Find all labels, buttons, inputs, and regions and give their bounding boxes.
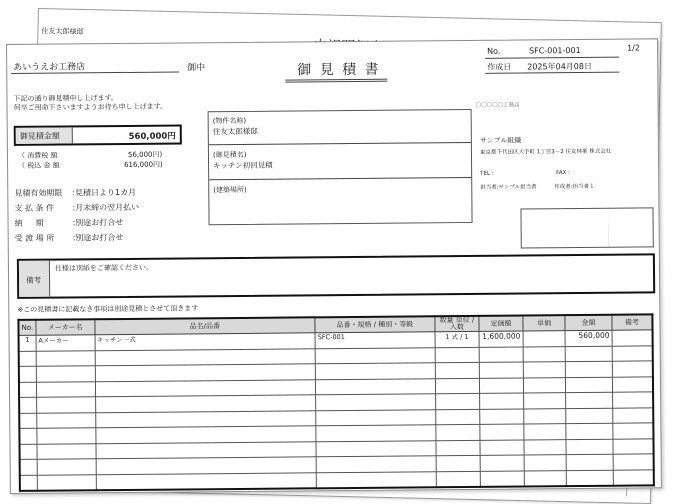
empty-cell bbox=[523, 346, 566, 362]
empty-cell bbox=[435, 378, 480, 394]
empty-cell bbox=[435, 347, 480, 363]
empty-cell bbox=[524, 408, 567, 424]
cell-no: 1 bbox=[19, 335, 36, 351]
empty-cell bbox=[566, 439, 613, 455]
empty-cell bbox=[524, 455, 567, 471]
empty-cell bbox=[19, 413, 36, 429]
empty-cell bbox=[523, 362, 566, 378]
empty-cell bbox=[36, 397, 95, 413]
cell-qty: 1 式 / 1 bbox=[435, 331, 480, 347]
title-underline-2 bbox=[285, 81, 387, 83]
company-address: 東京都千代田区大手町 1丁目3－2 住友林業 株式会社 bbox=[479, 148, 612, 156]
remarks-box bbox=[17, 253, 655, 299]
condition-label-place: 受 渡 場 所 bbox=[14, 233, 55, 243]
intro-line-1: 下記の通り御見積申し上げます。 bbox=[13, 94, 118, 103]
page-number: 1/2 bbox=[627, 43, 640, 53]
stamp-box-2 bbox=[564, 208, 609, 248]
empty-cell bbox=[613, 454, 654, 470]
empty-cell bbox=[566, 454, 613, 470]
empty-cell bbox=[613, 423, 654, 439]
empty-cell bbox=[37, 443, 96, 459]
stamp-box-1 bbox=[520, 208, 566, 248]
header-list-price: 定価額 bbox=[479, 316, 523, 332]
empty-cell bbox=[480, 439, 524, 455]
amount-box bbox=[14, 124, 182, 145]
tel-label: TEL : bbox=[480, 170, 494, 177]
condition-label-delivery: 納 期 bbox=[14, 218, 44, 228]
empty-cell bbox=[19, 366, 36, 382]
document-title: 御 見 積 書 bbox=[297, 61, 381, 79]
empty-cell bbox=[20, 475, 37, 491]
empty-cell bbox=[19, 428, 36, 444]
empty-cell bbox=[37, 474, 96, 491]
header-note: 備考 bbox=[612, 314, 653, 330]
condition-value-delivery: :別途お打合せ bbox=[72, 217, 124, 228]
empty-cell bbox=[566, 423, 613, 439]
empty-cell bbox=[567, 470, 614, 486]
empty-cell bbox=[36, 381, 95, 397]
empty-cell bbox=[19, 382, 36, 398]
total-label: （ 税込 金 額 bbox=[18, 161, 60, 170]
client-underline bbox=[11, 71, 179, 73]
empty-cell bbox=[480, 408, 524, 424]
condition-value-place: :別途お打合せ bbox=[72, 232, 124, 243]
empty-cell bbox=[566, 346, 613, 362]
empty-cell bbox=[480, 377, 524, 393]
remarks-value: 仕様は別紙をご確認ください。 bbox=[54, 263, 153, 273]
empty-cell bbox=[524, 470, 567, 486]
empty-cell bbox=[19, 397, 36, 413]
property-label: (物件名称) bbox=[212, 116, 247, 126]
empty-cell bbox=[316, 363, 436, 380]
empty-cell bbox=[612, 392, 653, 408]
notice-text: ※この見積書に記載なき事項は別途見積とさせて頂きます bbox=[17, 304, 199, 314]
condition-value-payment: :月末締の翌月払い bbox=[72, 202, 140, 213]
empty-cell bbox=[436, 440, 481, 456]
cell-amount: 560,000 bbox=[565, 330, 612, 346]
empty-cell bbox=[480, 393, 524, 409]
empty-cell bbox=[435, 409, 480, 425]
empty-cell bbox=[566, 361, 613, 377]
items-table bbox=[17, 313, 654, 492]
header-unit-price: 単価 bbox=[523, 315, 566, 331]
header-no: No. bbox=[18, 320, 35, 336]
empty-cell bbox=[613, 407, 654, 423]
empty-cell bbox=[37, 428, 96, 444]
header-amount: 金額 bbox=[565, 315, 612, 331]
header-qty: 数量 単位 / 入数 bbox=[435, 316, 480, 332]
header-name: 品名/品番 bbox=[94, 317, 315, 334]
empty-cell bbox=[480, 424, 524, 440]
condition-label-validity: 見積有効期限 bbox=[14, 188, 63, 198]
cell-maker: Aメーカー bbox=[36, 335, 95, 351]
client-name: あいうえお工務店 bbox=[13, 62, 86, 73]
empty-cell bbox=[524, 439, 567, 455]
empty-cell bbox=[315, 347, 435, 364]
empty-cell bbox=[435, 362, 480, 378]
empty-cell bbox=[435, 424, 480, 440]
empty-cell bbox=[612, 361, 653, 377]
date-underline bbox=[485, 72, 619, 74]
empty-cell bbox=[316, 409, 436, 426]
empty-cell bbox=[20, 459, 37, 475]
empty-cell bbox=[566, 392, 613, 408]
amount-value: 560,000円 bbox=[128, 131, 176, 142]
empty-cell bbox=[435, 393, 480, 409]
site-label: (建築場所) bbox=[213, 185, 247, 195]
onchu-label: 御中 bbox=[187, 63, 206, 74]
no-underline bbox=[485, 57, 619, 59]
empty-cell bbox=[480, 455, 524, 471]
project-divider-2 bbox=[209, 177, 471, 180]
empty-cell bbox=[37, 412, 96, 428]
back-client: 住友太郎様邸 bbox=[41, 27, 84, 37]
no-label: No. bbox=[487, 46, 501, 56]
empty-cell bbox=[19, 444, 36, 460]
empty-cell bbox=[613, 469, 654, 485]
estimate-name-value: キッチン初回見積 bbox=[213, 160, 273, 171]
cell-name: キッチン一式 bbox=[95, 333, 316, 350]
front-page bbox=[6, 38, 662, 494]
empty-cell bbox=[523, 393, 566, 409]
empty-cell bbox=[613, 438, 654, 454]
creator-label: 作成者:担当者１ bbox=[554, 183, 595, 191]
empty-cell bbox=[612, 376, 653, 392]
empty-cell bbox=[566, 408, 613, 424]
no-value: SFC-001-001 bbox=[529, 45, 581, 56]
intro-line-2: 何卒ご用命下さいますようお待ち申し上げます。 bbox=[13, 102, 168, 112]
empty-cell bbox=[36, 366, 95, 382]
empty-cell bbox=[316, 425, 436, 442]
property-value: 住友太郎様邸 bbox=[212, 126, 258, 137]
tax-label: （ 消費税 額 bbox=[17, 151, 58, 160]
project-divider-1 bbox=[209, 142, 471, 145]
empty-cell bbox=[96, 472, 317, 490]
estimate-name-label: (御見積名) bbox=[212, 150, 247, 160]
cell-list-price: 1,600,000 bbox=[479, 331, 523, 347]
empty-cell bbox=[19, 351, 36, 367]
amount-label: 御見積金額 bbox=[19, 131, 60, 141]
empty-cell bbox=[612, 345, 653, 361]
cell-unit-price bbox=[523, 331, 566, 347]
empty-cell bbox=[37, 459, 96, 475]
empty-cell bbox=[436, 471, 481, 487]
tax-value: 56,000円) bbox=[127, 150, 163, 159]
empty-cell bbox=[479, 362, 523, 378]
date-label: 作成日 bbox=[487, 62, 512, 72]
total-value: 616,000円) bbox=[124, 160, 163, 169]
condition-value-validity: :見積日より1カ月 bbox=[72, 187, 137, 198]
empty-cell bbox=[316, 440, 436, 457]
empty-cell bbox=[316, 471, 436, 488]
empty-cell bbox=[316, 378, 436, 395]
empty-cell bbox=[480, 470, 524, 486]
stamp-box-3 bbox=[608, 207, 653, 247]
remarks-label: 備考 bbox=[26, 275, 42, 285]
empty-cell bbox=[316, 394, 436, 411]
cell-note bbox=[612, 330, 653, 346]
header-maker: メーカー名 bbox=[36, 319, 95, 335]
company-small-name: 〇〇〇〇〇工務店 bbox=[475, 102, 520, 109]
cell-spec: SFC-001 bbox=[315, 332, 435, 349]
company-name: サンプル組織 bbox=[479, 136, 522, 145]
fax-label: FAX : bbox=[556, 170, 570, 177]
condition-label-payment: 支 払 条 件 bbox=[14, 203, 55, 213]
empty-cell bbox=[316, 456, 436, 473]
project-info-box bbox=[208, 109, 473, 225]
empty-cell bbox=[524, 424, 567, 440]
header-spec: 品番・規格 / 種別・等級 bbox=[315, 316, 435, 333]
empty-cell bbox=[566, 377, 613, 393]
empty-cell bbox=[436, 455, 481, 471]
empty-cell bbox=[523, 377, 566, 393]
empty-cell bbox=[36, 350, 95, 366]
person-label: 担当者:サンプル担当者 bbox=[480, 184, 537, 191]
empty-cell bbox=[479, 346, 523, 362]
date-value: 2025年04月08日 bbox=[527, 61, 592, 72]
